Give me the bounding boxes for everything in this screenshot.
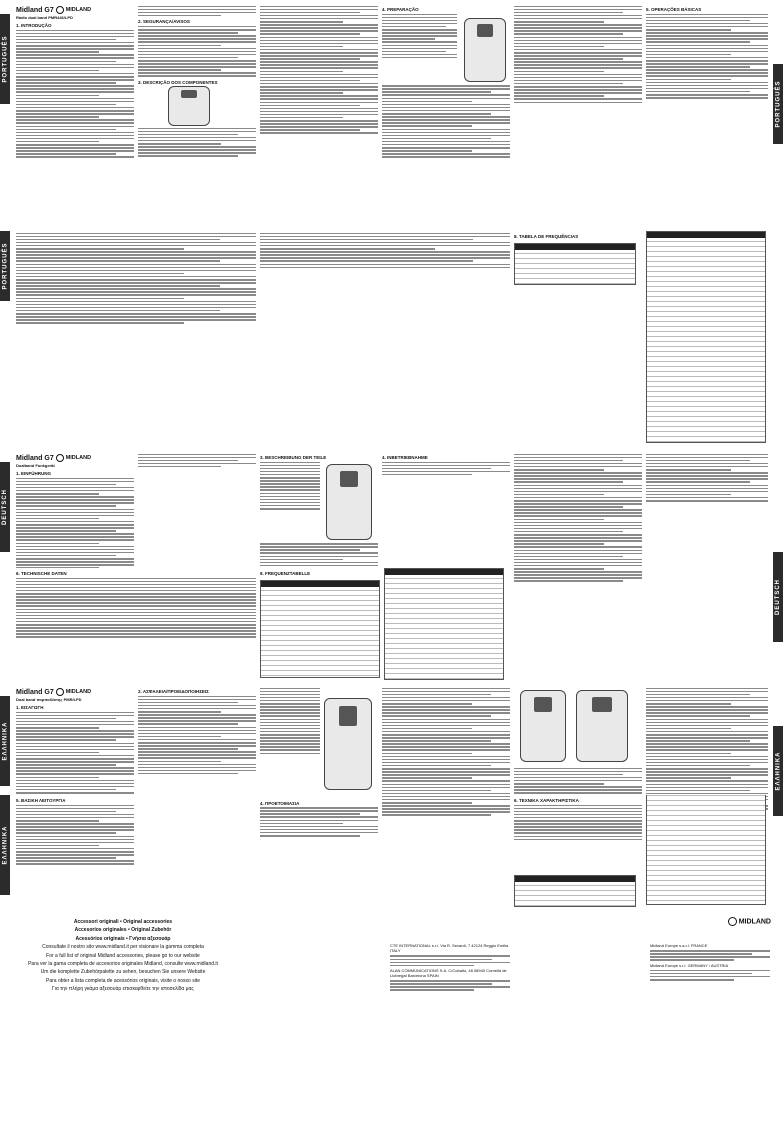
frequency-table [260,580,380,678]
section-portuguese [0,4,783,229]
section-heading: 5. ΒΑΣΙΚΗ ΛΕΙΤΟΥΡΓΙΑ [16,798,66,803]
section-heading: 4. INBETRIEBNAHME [382,455,428,460]
column-3 [260,4,378,229]
column-2 [138,4,256,229]
section-heading: 8. TABELA DE FREQUÊNCIAS [514,234,579,239]
section-heading: 3. DESCRIÇÃO DOS COMPONENTES [138,79,218,85]
side-tab-german: DEUTSCH [0,462,10,552]
back-cover [0,913,783,1122]
side-tab-german-right: DEUTSCH [773,552,783,642]
section-greek-lower [0,795,783,911]
midland-logo-icon [56,6,64,14]
column-1 [16,4,134,229]
midland-logo-icon [56,454,64,462]
section-heading: 6. TECHNISCHE DATEN [16,571,67,576]
section-heading: 3. BESCHREIBUNG DER TEILE [260,455,327,460]
manual-title: Midland G7 MIDLAND [16,6,92,14]
radio-diagram [168,86,210,126]
side-tab-portuguese-right: PORTUGUÊS [773,64,783,144]
section-heading: 4. PREPARAÇÃO [382,7,419,12]
radio-battery-diagram [464,18,506,82]
frequency-table [514,875,636,907]
manual-subtitle: Rádio dual band PMR446/LPD [16,15,73,20]
frequency-table-large [646,795,766,905]
midland-logo-icon [56,688,64,696]
section-german-tables [0,568,783,684]
body-text [16,30,134,229]
battery-diagram [520,690,566,762]
radio-diagram [324,698,372,790]
section-heading: 8. FREQUENZTABELLE [260,571,311,576]
frequency-table [514,243,636,285]
section-heading: 5. OPERAÇÕES BÁSICAS [646,7,702,12]
side-tab-greek-right: ΕΛΛΗΝΙΚΑ [773,726,783,816]
column-6 [646,4,768,229]
manual-subtitle: Dualband Funkgerät [16,463,55,468]
section-heading: 1. INTRODUÇÃO [16,23,52,28]
address-block: CTE INTERNATIONAL s.r.l. Via R. Sevardi, 7 42124 Reggio Emilia ITALY ALAN COMMUNICATIONS S.A. C/Cobalto, 48 08940 Cornellá de Llobregat Barcelona SPAIN [390,943,510,993]
side-tab-portuguese: PORTUGUÊS [0,14,10,104]
manual-subtitle: Dual band πομποδέκτης PMR/LPD [16,697,82,702]
back-cover-brand: MIDLAND [728,917,771,926]
section-heading: 1. EINFÜHRUNG [16,471,52,476]
column-4 [382,4,510,229]
section-heading: 4. ΠΡΟΕΤΟΙΜΑΣΙΑ [260,800,300,806]
accessories-panel: Accessori originali • Original accessories Accesorios originales • Original Zubehör Acessórios originais • Γνήσια αξεσουάρ Consultate il nostro sito www.midland.it per visionare la gamma completa For a full list of original Midland accessories, please go to our website Para ver la gama completa de accesorios originales Midland, consulte www.midland.it Um die komplette Zubehörpalette zu sehen, besuchen Sie unsere Website Para obter a lista completa de acessórios originais, visite o nosso site Για την πλήρη γκάμα αξεσουάρ επισκεφθείτε την ιστοσελίδα μας [28,919,218,993]
side-tab: ΕΛΛΗΝΙΚΑ [0,795,10,895]
belt-clip-diagram [576,690,628,762]
midland-logo-icon [728,917,737,926]
side-tab-greek: ΕΛΛΗΝΙΚΑ [0,696,10,786]
section-heading: 1. ΕΙΣΑΓΩΓΗ [16,705,44,710]
side-tab: PORTUGUÊS [0,231,10,301]
radio-diagram [326,464,372,540]
frequency-table-large [646,231,766,443]
section-heading: 2. ΑΣΦΑΛΕΙΑ/ΠΡΟΕΙΔΟΠΟΙΗΣΕΙΣ [138,689,209,694]
section-heading: 2. SEGURANÇA/AVISOS [138,19,190,25]
section-heading: 6. ΤΕΧΝΙΚΑ ΧΑΡΑΚΤΗΡΙΣΤΙΚΑ [514,798,579,803]
manual-title: Midland G7 MIDLAND [16,454,92,462]
address-block: Midland Europe s.a.r.l. FRANCE Midland Europe s.r.l. GERMANY / AUSTRIA [650,943,770,982]
manual-title: Midland G7 MIDLAND [16,688,92,696]
section-portuguese-cont [0,231,783,449]
column-5 [514,4,642,229]
frequency-table-large [384,568,504,680]
